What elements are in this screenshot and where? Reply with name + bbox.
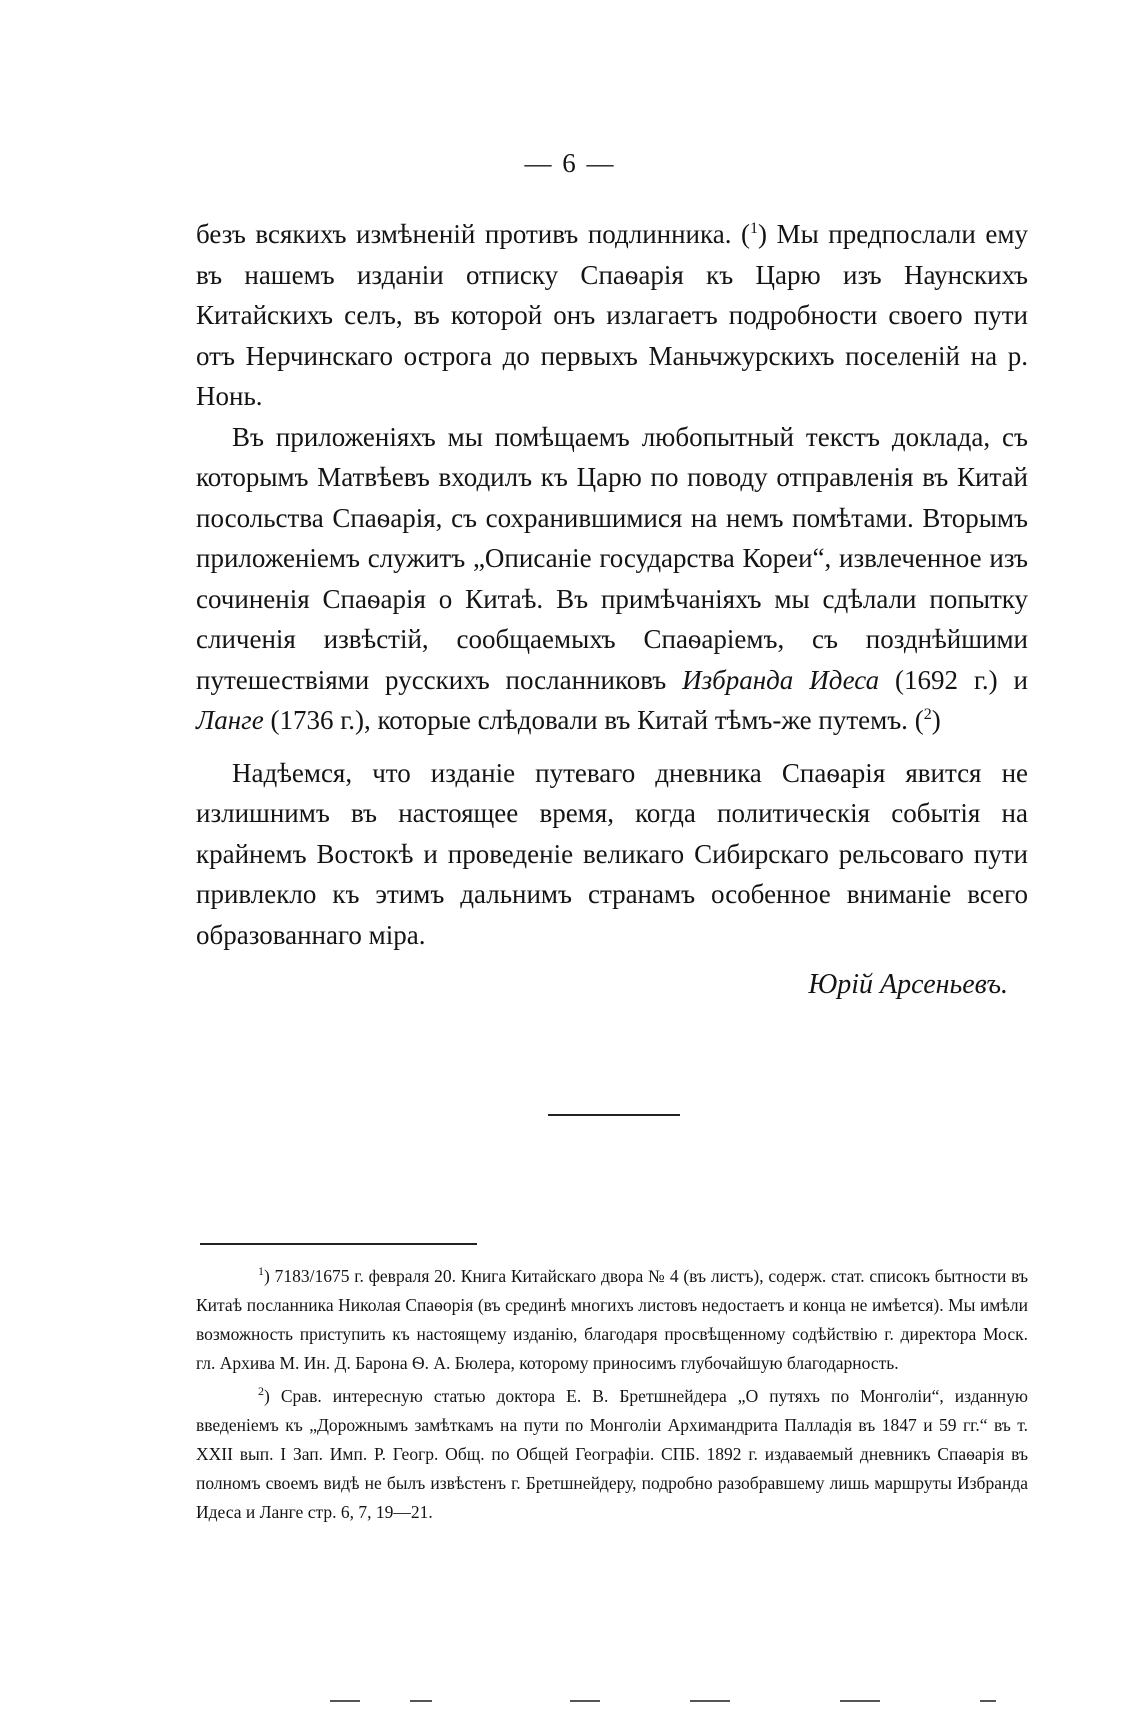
footnote-1: $^1$) 7183/1675 г. февраля 20. Книга Китайскаго двора № 4 (въ листъ), содерж. стат. списокъ бытности въ Китаѣ посланника Николая Спаѳорія (въ срединѣ многихъ листовъ недостаетъ и конца не имѣется). Мы имѣли возможность приступить къ настоящему изданію, благодаря просвѣщенному содѣйствію г. директора Моск. гл. Архива М. Ин. Д. Барона Ѳ. А. Бюлера, которому приносимъ глубочайшую благодарность. xyxy=(196,1264,1029,1373)
paragraph-3: Надѣемся, что изданіе путеваго дневника Спаѳарія явится не излишнимъ въ настоящее время, когда политическія событія на крайнемъ Востокѣ и проведеніе великаго Сибирскаго рельсоваго пути привлекло къ этимъ дальнимъ странамъ особенное вниманіе всего образованнаго міра. xyxy=(196,757,1028,950)
main-text xyxy=(196,214,1028,1006)
footnotes xyxy=(196,1262,1028,1527)
edge-mark xyxy=(690,1700,730,1702)
edge-mark xyxy=(980,1700,996,1702)
name-lange: Ланге xyxy=(196,705,264,735)
paragraph-1-start: безъ всякихъ измѣненій противъ подлинника. xyxy=(196,219,732,249)
paragraph-1: безъ всякихъ измѣненій противъ подлинника. ($^1$) Мы предпослали ему въ нашемъ изданіи отписку Спаѳарія къ Царю изъ Наунскихъ Китайскихъ селъ, въ которой онъ излагаетъ подробности своего пути отъ Нерчинскаго острога до первыхъ Маньчжурскихъ поселеній на р. Нонь. xyxy=(196,219,1028,411)
footnote-2: $^2$) Срав. интересную статью доктора Е. В. Бретшнейдера „О путяхъ по Монголіи“, изданную введеніемъ къ „Дорожнымъ замѣткамъ на пути по Монголіи Архимандрита Палладія въ 1847 и 59 гг.“ въ т. XXII вып. I Зап. Имп. Р. Геогр. Общ. по Общей Географіи. СПБ. 1892 г. издаваемый дневникъ Спаѳарія въ полномъ своемъ видѣ не былъ извѣстенъ г. Бретшнейдеру, подробно разобравшему лишь маршруты Избранда Идеса и Ланге стр. 6, 7, 19—21. xyxy=(196,1384,1028,1522)
edge-mark xyxy=(410,1700,432,1702)
page-number: — 6 — xyxy=(524,148,616,178)
end-divider xyxy=(548,1114,680,1116)
edge-mark xyxy=(570,1700,600,1702)
paragraph-2: Въ приложеніяхъ мы помѣщаемъ любопытный текстъ доклада, съ которымъ Матвѣевъ входилъ къ Царю по поводу отправленія въ Китай посольства Спаѳарія, съ сохранившимися на немъ помѣтами. Вторымъ приложеніемъ служитъ „Описаніе государства Кореи“, извлеченное изъ сочиненія Спаѳарія о Китаѣ. Въ примѣчаніяхъ мы сдѣлали попытку сличенія извѣстій, сообщаемыхъ Спаѳаріемъ, съ позднѣйшими путешествіями русскихъ посланниковъ Избранда Идеса (1692 г.) и Ланге (1736 г.), которые слѣдовали въ Китай тѣмъ-же путемъ. ($^2$) xyxy=(196,421,1028,735)
paragraph-2-a: Въ приложеніяхъ мы помѣщаемъ любопытный текстъ доклада, съ которымъ Матвѣевъ входилъ къ Царю по поводу отправленія въ Китай посольства Спаѳарія, съ сохранившимися на немъ помѣтами. Вторымъ приложеніемъ служитъ „Описаніе государства Кореи“, извлеченное изъ сочиненія Спаѳарія о Китаѣ. Въ примѣчаніяхъ мы сдѣлали попытку сличенія извѣстій, сообщаемыхъ Спаѳаріемъ, съ позднѣйшими путешествіями русскихъ посланниковъ xyxy=(196,421,1028,695)
paragraph-1-cont: Мы предпослали ему въ нашемъ изданіи отписку Спаѳарія къ Царю изъ Наунскихъ Китайскихъ селъ, въ которой онъ излагаетъ подробности своего пути отъ Нерчинскаго острога до первыхъ Маньчжурскихъ поселеній на р. Нонь. xyxy=(196,219,1028,411)
footnote-1-text: г. февраля 20. Книга Китайскаго двора № 4 (въ листъ), содерж. стат. списокъ бытности въ Китаѣ посланника Николая Спаѳорія (въ срединѣ многихъ листовъ недостаетъ и конца не имѣется). Мы имѣли возможность приступить къ настоящему изданію, благодаря просвѣщенному содѣйствію г. директора Моск. гл. Архива М. Ин. Д. Барона Ѳ. А. Бюлера, которому приносимъ глубочайшую благодарность. xyxy=(196,1266,1029,1373)
name-idesa: Избранда Идеса xyxy=(682,664,880,695)
footnote-1-mark: 1 xyxy=(258,1264,264,1279)
footnote-ref-1: 1 xyxy=(750,220,759,237)
edge-mark xyxy=(330,1700,360,1702)
paragraph-2-c: (1736 г.), которые слѣдовали въ Китай тѣмъ-же путемъ. xyxy=(270,705,908,735)
footnote-ref-2: 2 xyxy=(923,706,932,723)
edge-mark xyxy=(840,1700,880,1702)
footnote-divider xyxy=(200,1243,477,1245)
footnote-2-mark: 2 xyxy=(258,1384,264,1399)
paragraph-2-b: (1692 г.) и xyxy=(894,664,1028,695)
footnote-2-text: Срав. интересную статью доктора Е. В. Бретшнейдера „О путяхъ по Монголіи“, изданную введеніемъ къ „Дорожнымъ замѣткамъ на пути по Монголіи Архимандрита Палладія въ 1847 и 59 гг.“ въ т. XXII вып. I Зап. Имп. Р. Геогр. Общ. по Общей Географіи. СПБ. 1892 г. издаваемый дневникъ Спаѳарія въ полномъ своемъ видѣ не былъ извѣстенъ г. Бретшнейдеру, подробно разобравшему лишь маршруты Избранда Идеса и Ланге стр. 6, 7, 19—21. xyxy=(196,1386,1028,1522)
signature: Юрій Арсеньевъ. xyxy=(808,969,1008,1000)
footnote-1-date: 7183/1675 xyxy=(274,1266,350,1286)
